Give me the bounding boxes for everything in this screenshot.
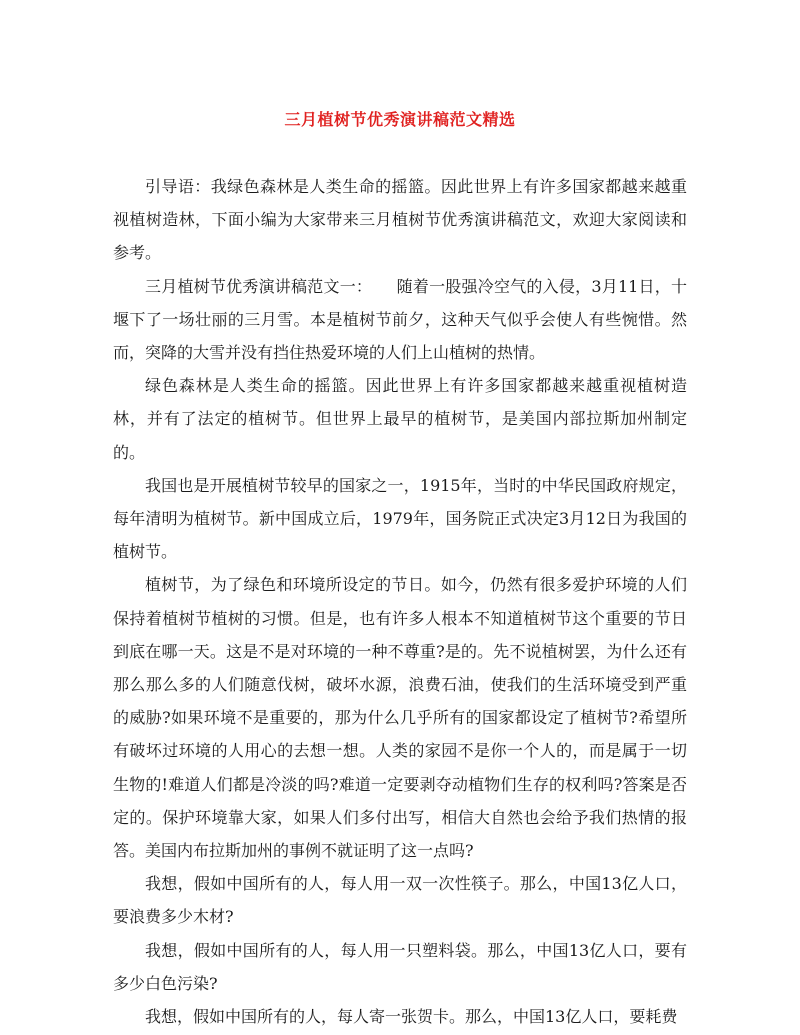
paragraph-green-forest: 绿色森林是人类生命的摇篮。因此世界上有许多国家都越来越重视植树造林，并有了法定的植树节。但世界上最早的植树节，是美国内部拉斯加州制定的。 <box>113 376 687 462</box>
document-title: 三月植树节优秀演讲稿范文精选 <box>284 110 516 129</box>
paragraph-plastic-bags: 我想，假如中国所有的人，每人用一只塑料袋。那么，中国13亿人口，要有多少白色污染? <box>113 940 687 993</box>
paragraph-chopsticks: 我想，假如中国所有的人，每人用一双一次性筷子。那么，中国13亿人口，要浪费多少木材? <box>113 874 687 927</box>
paragraph-speech-one: 三月植树节优秀演讲稿范文一： 随着一股强冷空气的入侵，3月11日，十堰下了一场壮丽的三月雪。本是植树节前夕，这种天气似乎会使人有些惋惜。然而，突降的大雪并没有挡住热爱环境的人们上山植树的热情。 <box>113 276 687 363</box>
document-body <box>113 170 687 1033</box>
paragraph-arbor-day: 植树节，为了绿色和环境所设定的节日。如今，仍然有很多爱护环境的人们保持着植树节植树的习惯。但是，也有许多人根本不知道植树节这个重要的节日到底在哪一天。这是不是对环境的一种不尊重?是的。先不说植树罢，为什么还有那么那么多的人们随意伐树，破坏水源，浪费石油，使我们的生活环境受到严重的威胁?如果环境不是重要的，那为什么几乎所有的国家都设定了植树节?希望所有破坏过环境的人用心的去想一想。人类的家园不是你一个人的，而是属于一切生物的!难道人们都是冷淡的吗?难道一定要剥夺动植物们生存的权利吗?答案是否定的。保护环境靠大家，如果人们多付出写，相信大自然也会给予我们热情的报答。美国内布拉斯加州的事例不就证明了这一点吗? <box>113 575 687 861</box>
paragraph-intro: 引导语：我绿色森林是人类生命的摇篮。因此世界上有许多国家都越来越重视植树造林，下面小编为大家带来三月植树节优秀演讲稿范文，欢迎大家阅读和参考。 <box>113 177 687 263</box>
paragraph-greeting-cards: 我想，假如中国所有的人，每人寄一张贺卡。那么，中国13亿人口，要耗费 <box>145 1007 678 1027</box>
paragraph-china-history: 我国也是开展植树节较早的国家之一，1915年，当时的中华民国政府规定，每年清明为植树节。新中国成立后，1979年，国务院正式决定3月12日为我国的植树节。 <box>113 475 687 562</box>
